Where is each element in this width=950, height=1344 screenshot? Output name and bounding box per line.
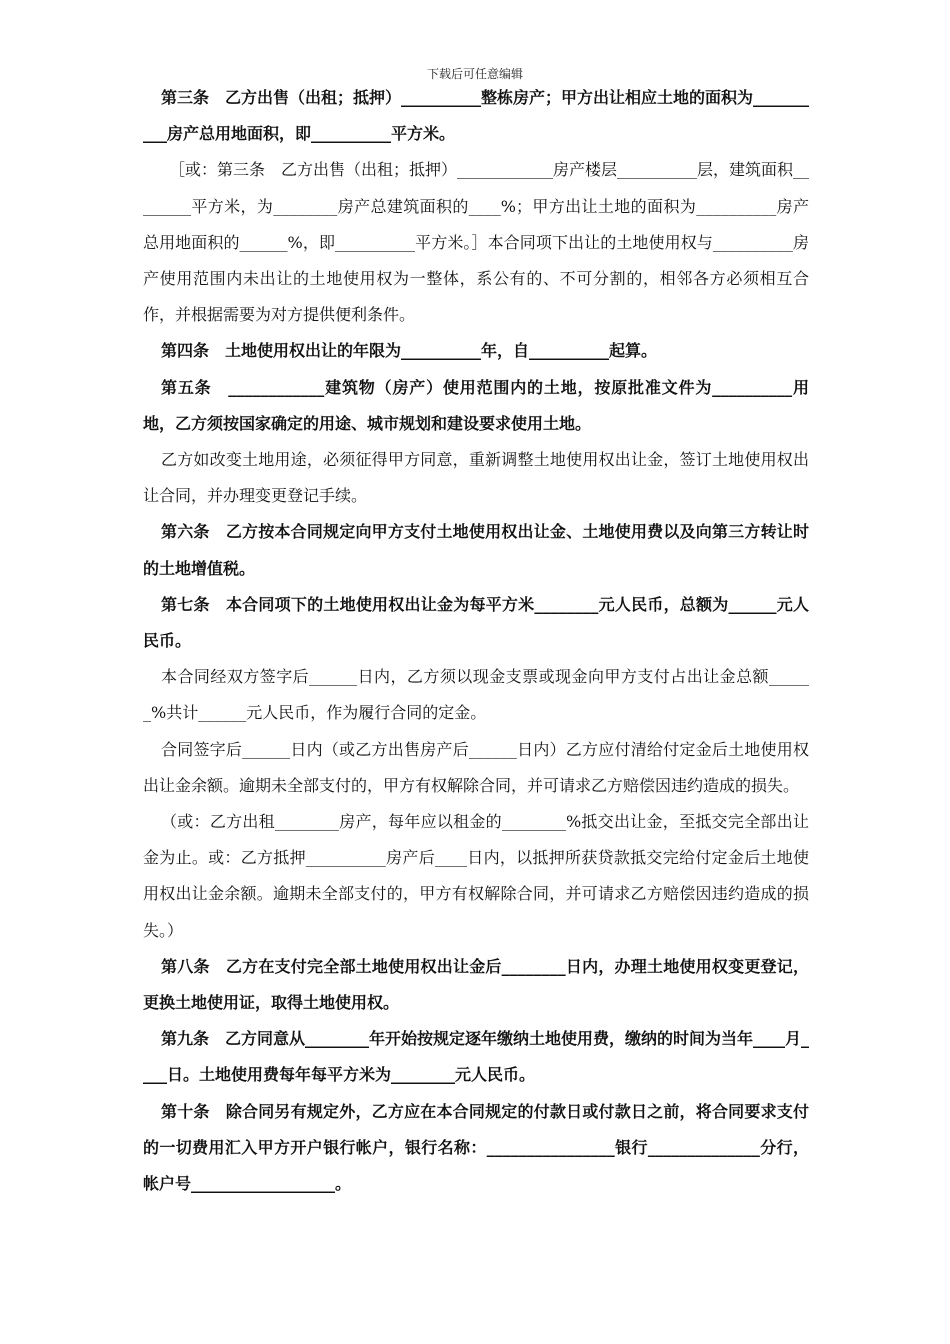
article-9: 第九条 乙方同意从________年开始按规定逐年缴纳土地使用费，缴纳的时间为当年____月____日。土地使用费每年每平方米为________元人民币。 xyxy=(143,1029,810,1085)
contract-body xyxy=(143,80,809,1202)
page-header: 下载后可任意编辑 xyxy=(426,67,523,81)
article-8: 第八条 乙方在支付完全部土地使用权出让金后________日内，办理土地使用权变更登记，更换土地使用证，取得土地使用权。 xyxy=(143,956,809,1013)
article-10: 第十条 除合同另有规定外，乙方应在本合同规定的付款日或付款日之前，将合同要求支付的一切费用汇入甲方开户银行帐户，银行名称：________________银行______________分行，帐户号__________________。 xyxy=(143,1101,809,1194)
article-3-alternative: ［或：第三条 乙方出售（出租；抵押）____________房产楼层__________层，建筑面积________平方米，为________房产总建筑面积的____%；甲方出让土地的面积为__________房产总用地面积的______%，即__________平方米。］本合同项下出让的土地使用权与__________房产使用范围内未出让的土地使用权为一整体，系公有的、不可分割的，相邻各方必须相互合作，并根据需要为对方提供便利条件。 xyxy=(143,160,810,325)
article-7-deposit: 本合同经双方签字后______日内，乙方须以现金支票或现金向甲方支付占出让金总额______%共计______元人民币，作为履行合同的定金。 xyxy=(143,667,809,723)
article-6: 第六条 乙方按本合同规定向甲方支付土地使用权出让金、土地使用费以及向第三方转让时的土地增值税。 xyxy=(143,522,809,578)
article-7-balance: 合同签字后______日内（或乙方出售房产后______日内）乙方应付清给付定金后土地使用权出让金余额。逾期未全部支付的，甲方有权解除合同，并可请求乙方赔偿因违约造成的损失。 xyxy=(143,739,809,795)
article-7-alternative: （或：乙方出租________房产，每年应以租金的________%抵交出让金，至抵交完全部出让金为止。或：乙方抵押__________房产后____日内，以抵押所获贷款抵交完给付定金后土地使用权出让金余额。逾期未全部支付的，甲方有权解除合同，并可请求乙方赔偿因违约造成的损失。） xyxy=(143,812,809,940)
article-7: 第七条 本合同项下的土地使用权出让金为每平方米________元人民币，总额为______元人民币。 xyxy=(143,594,809,651)
article-5-clause: 乙方如改变土地用途，必须征得甲方同意，重新调整土地使用权出让金，签订土地使用权出让合同，并办理变更登记手续。 xyxy=(143,450,809,506)
article-4: 第四条 土地使用权出让的年限为__________年，自__________起算。 xyxy=(161,341,658,361)
article-5: 第五条 ____________建筑物（房产）使用范围内的土地，按原批准文件为__________用地，乙方须按国家确定的用途、城市规划和建设要求使用土地。 xyxy=(143,377,809,433)
article-3: 第三条 乙方出售（出租；抵押）__________整栋房产；甲方出让相应土地的面积为__________房产总用地面积，即__________平方米。 xyxy=(143,88,810,144)
